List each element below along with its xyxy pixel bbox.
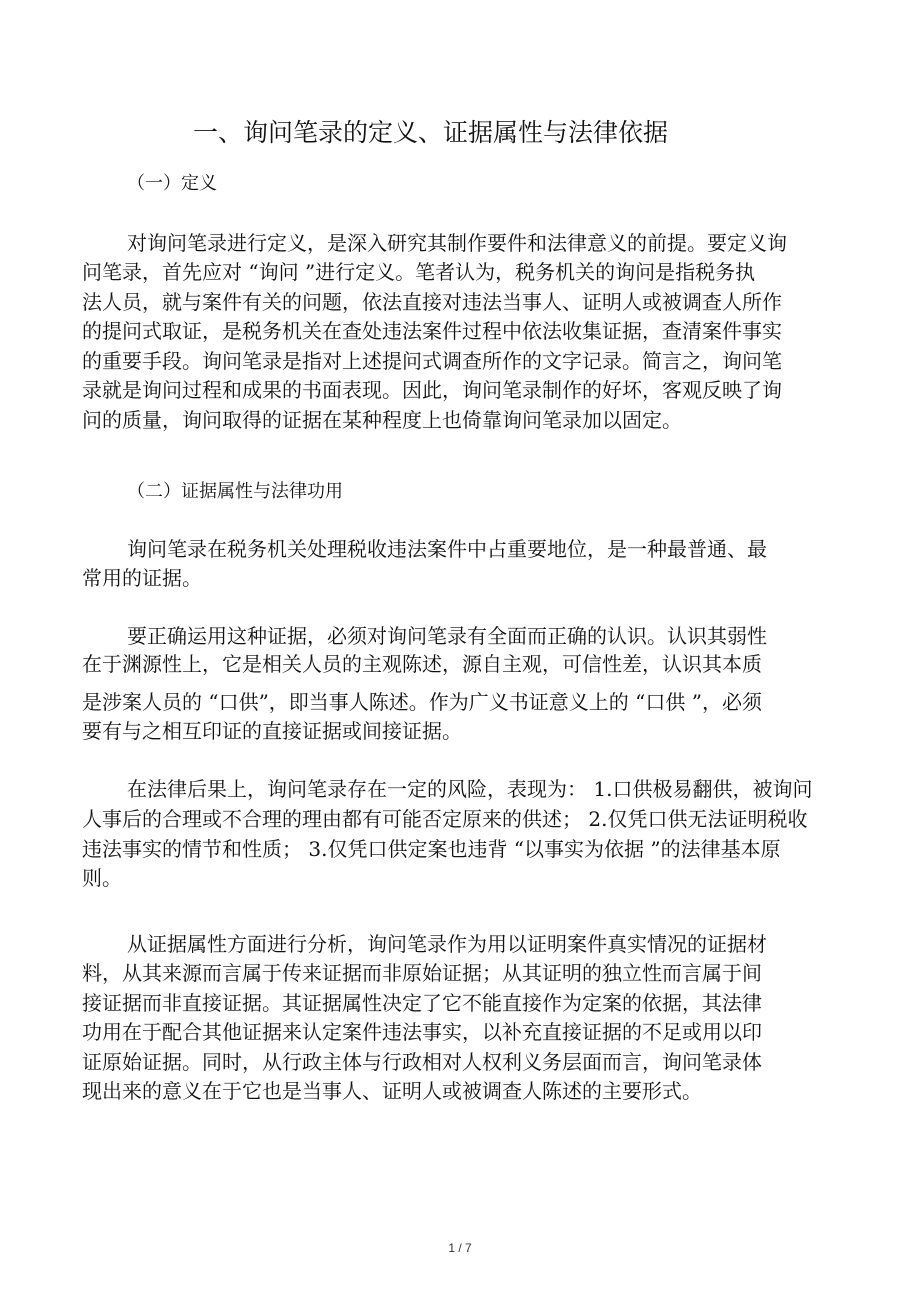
paragraph-line: 人事后的合理或不合理的理由都有可能否定原来的供述； 2.仅凭口供无法证明税收 (82, 807, 808, 831)
section-heading-definition: （一）定义 (127, 173, 217, 194)
paragraph-line: 问笔录，首先应对 “询问 ”进行定义。笔者认为，税务机关的询问是指税务执 (82, 260, 756, 284)
paragraph-line: 要正确运用这种证据，必须对询问笔录有全面而正确的认识。认识其弱性 (127, 624, 767, 648)
paragraph-line: 功用在于配合其他证据来认定案件违法事实，以补充直接证据的不足或用以印 (82, 1020, 762, 1044)
paragraph-line: 是涉案人员的 “口供”，即当事人陈述。作为广义书证意义上的 “口供 ”，必须 (82, 690, 762, 714)
paragraph-line: 违法事实的情节和性质； 3.仅凭口供定案也违背 “以事实为依据 ”的法律基本原 (82, 837, 781, 861)
section-heading-evidence: （二）证据属性与法律功用 (127, 481, 343, 502)
paragraph-line: 问的质量，询问取得的证据在某种程度上也倚靠询问笔录加以固定。 (82, 408, 682, 432)
paragraph-line: 的提问式取证，是税务机关在查处违法案件过程中依法收集证据，查清案件事实 (82, 319, 782, 343)
paragraph-line: 要有与之相互印证的直接证据或间接证据。 (82, 719, 462, 743)
paragraph-line: 常用的证据。 (82, 566, 202, 590)
paragraph-line: 询问笔录在税务机关处理税收违法案件中占重要地位，是一种最普通、最 (127, 537, 767, 561)
paragraph-line: 在于渊源性上，它是相关人员的主观陈述，源自主观，可信性差，认识其本质 (82, 652, 762, 676)
paragraph-line: 现出来的意义在于它也是当事人、证明人或被调查人陈述的主要形式。 (82, 1079, 702, 1103)
page-number: 1 / 7 (448, 1241, 472, 1255)
paragraph-line: 从证据属性方面进行分析，询问笔录作为用以证明案件真实情况的证据材 (127, 932, 767, 956)
paragraph-line: 对询问笔录进行定义，是深入研究其制作要件和法律意义的前提。要定义询 (127, 231, 787, 255)
paragraph-line: 法人员，就与案件有关的问题，依法直接对违法当事人、证明人或被调查人所作 (82, 290, 782, 314)
paragraph-line: 证原始证据。同时，从行政主体与行政相对人权利义务层面而言，询问笔录体 (82, 1050, 762, 1074)
paragraph-line: 录就是询问过程和成果的书面表现。因此，询问笔录制作的好坏，客观反映了询 (82, 378, 782, 402)
paragraph-line: 接证据而非直接证据。其证据属性决定了它不能直接作为定案的依据，其法律 (82, 991, 762, 1015)
paragraph-line: 的重要手段。询问笔录是指对上述提问式调查所作的文字记录。简言之，询问笔 (82, 349, 782, 373)
paragraph-line: 则。 (82, 866, 122, 890)
page-title: 一、询问笔录的定义、证据属性与法律依据 (193, 118, 669, 147)
paragraph-line: 料，从其来源而言属于传来证据而非原始证据；从其证明的独立性而言属于间 (82, 961, 762, 985)
paragraph-line: 在法律后果上，询问笔录存在一定的风险，表现为： 1.口供极易翻供，被询问 (127, 777, 813, 801)
